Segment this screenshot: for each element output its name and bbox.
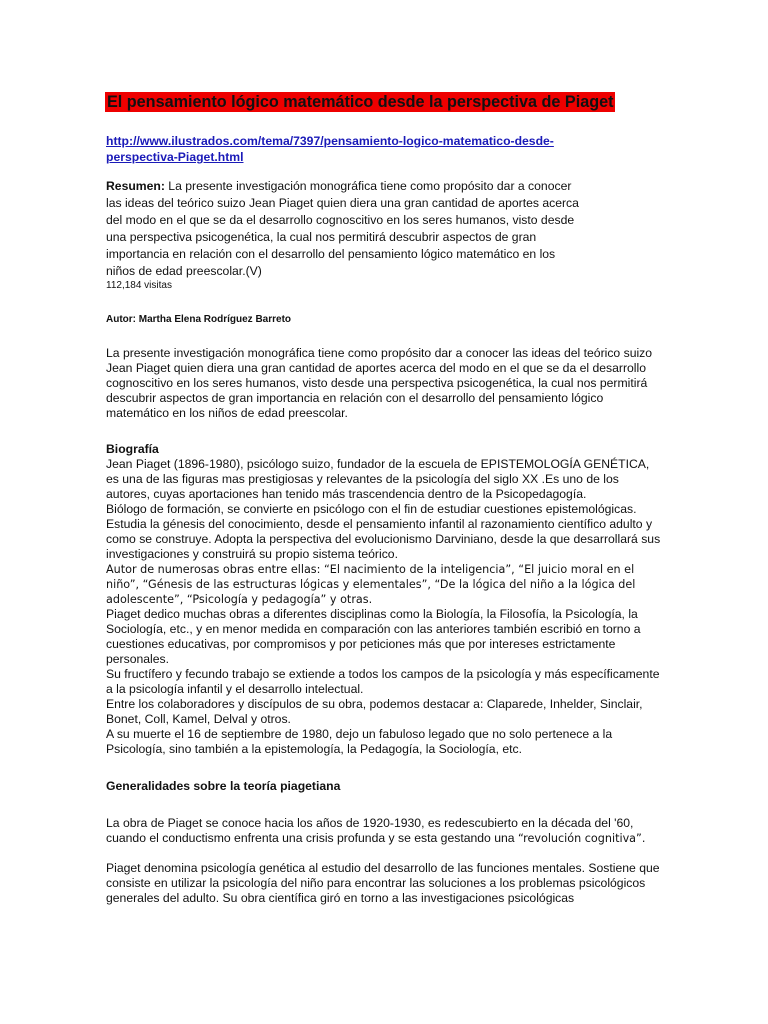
biografia-p1: Jean Piaget (1896-1980), psicólogo suizo, fundador de la escuela de EPISTEMOLOGÍA GENÉTICA, es una de las figuras mas prestigiosas y relevantes de la psicología del siglo XX .Es uno de los autores, cuyas aportaciones han tenido más trascendencia dentro de la Psicopedagogía. bbox=[106, 457, 650, 501]
biografia-section bbox=[106, 457, 662, 757]
resumen-label: Resumen: bbox=[106, 179, 165, 193]
source-link[interactable]: http://www.ilustrados.com/tema/7397/pensamiento-logico-matematico-desde-perspectiva-Piaget.html bbox=[106, 134, 554, 164]
generalidades-heading: Generalidades sobre la teoría piagetiana bbox=[106, 779, 341, 793]
author-line: Autor: Martha Elena Rodríguez Barreto bbox=[106, 314, 292, 325]
resumen-text: La presente investigación monográfica tiene como propósito dar a conocer las ideas del teórico suizo Jean Piaget quien diera una gran cantidad de aportes acerca del modo en el que se da el desarrollo cognoscitivo en los seres humanos, visto desde una perspectiva psicogenética, la cual nos permitirá descubrir aspectos de gran importancia en relación con el desarrollo del pensamiento lógico matemático en los niños de edad preescolar.(V) bbox=[106, 179, 579, 278]
visit-count: 112,184 visitas bbox=[106, 280, 172, 291]
generalidades-p1 bbox=[106, 816, 662, 846]
generalidades-p2: Piaget denomina psicología genética al estudio del desarrollo de las funciones mentales. Sostiene que consiste en utilizar la psicología del niño para encontrar las soluciones a los problemas psicológicos generales del adulto. Su obra científica giró en torno a las investigaciones psicológicas bbox=[106, 861, 660, 905]
generalidades-p1-quote: “revolución cognitiva”. bbox=[517, 832, 646, 845]
biografia-p2: Biólogo de formación, se convierte en psicólogo con el fin de estudiar cuestiones epistemológicas. Estudia la génesis del conocimiento, desde el pensamiento infantil al razonamiento científico adulto y como se construye. Adopta la perspectiva del evolucionismo Darviniano, desde la que desarrollará sus investigaciones y construirá su propio sistema teórico. bbox=[106, 502, 661, 561]
biografia-p6: Entre los colaboradores y discípulos de su obra, podemos destacar a: Claparede, Inhelder, Sinclair, Bonet, Coll, Kamel, Delval y otros. bbox=[106, 697, 643, 726]
biografia-p5: Su fructífero y fecundo trabajo se extiende a todos los campos de la psicología y más específicamente a la psicología infantil y el desarrollo intelectual. bbox=[106, 667, 660, 696]
biografia-heading: Biografía bbox=[106, 442, 159, 456]
biografia-p4: Piaget dedico muchas obras a diferentes disciplinas como la Biología, la Filosofía, la Psicología, la Sociología, etc., y en menor medida en comparación con las anteriores también escribió en torno a cuestiones educativas, por compromisos y por peticiones más que por intereses estrictamente personales. bbox=[106, 607, 641, 666]
resumen-paragraph bbox=[106, 178, 586, 280]
biografia-p3: Autor de numerosas obras entre ellas: “El nacimiento de la inteligencia”, “El juicio moral en el niño”, “Génesis de las estructuras lógicas y elementales”, “De la lógica del niño a la lógica del adolescente”, “Psicología y pedagogía” y otras. bbox=[106, 563, 636, 606]
document-page bbox=[106, 92, 662, 906]
biografia-p7: A su muerte el 16 de septiembre de 1980, dejo un fabuloso legado que no solo pertenece a la Psicología, sino también a la epistemología, la Pedagogía, la Sociología, etc. bbox=[106, 727, 613, 756]
page-title: El pensamiento lógico matemático desde la perspectiva de Piaget bbox=[107, 93, 614, 111]
intro-paragraph: La presente investigación monográfica tiene como propósito dar a conocer las ideas del teórico suizo Jean Piaget quien diera una gran cantidad de aportes acerca del modo en el que se da el desarrollo cognoscitivo en los seres humanos, visto desde una perspectiva psicogenética, la cual nos permitirá descubrir aspectos de gran importancia en relación con el desarrollo del pensamiento lógico matemático en los niños de edad preescolar. bbox=[106, 346, 653, 420]
generalidades-p1-text: La obra de Piaget se conoce hacia los años de 1920-1930, es redescubierto en la década del '60, cuando el conductismo enfrenta una crisis profunda y se esta gestando una bbox=[106, 816, 634, 845]
